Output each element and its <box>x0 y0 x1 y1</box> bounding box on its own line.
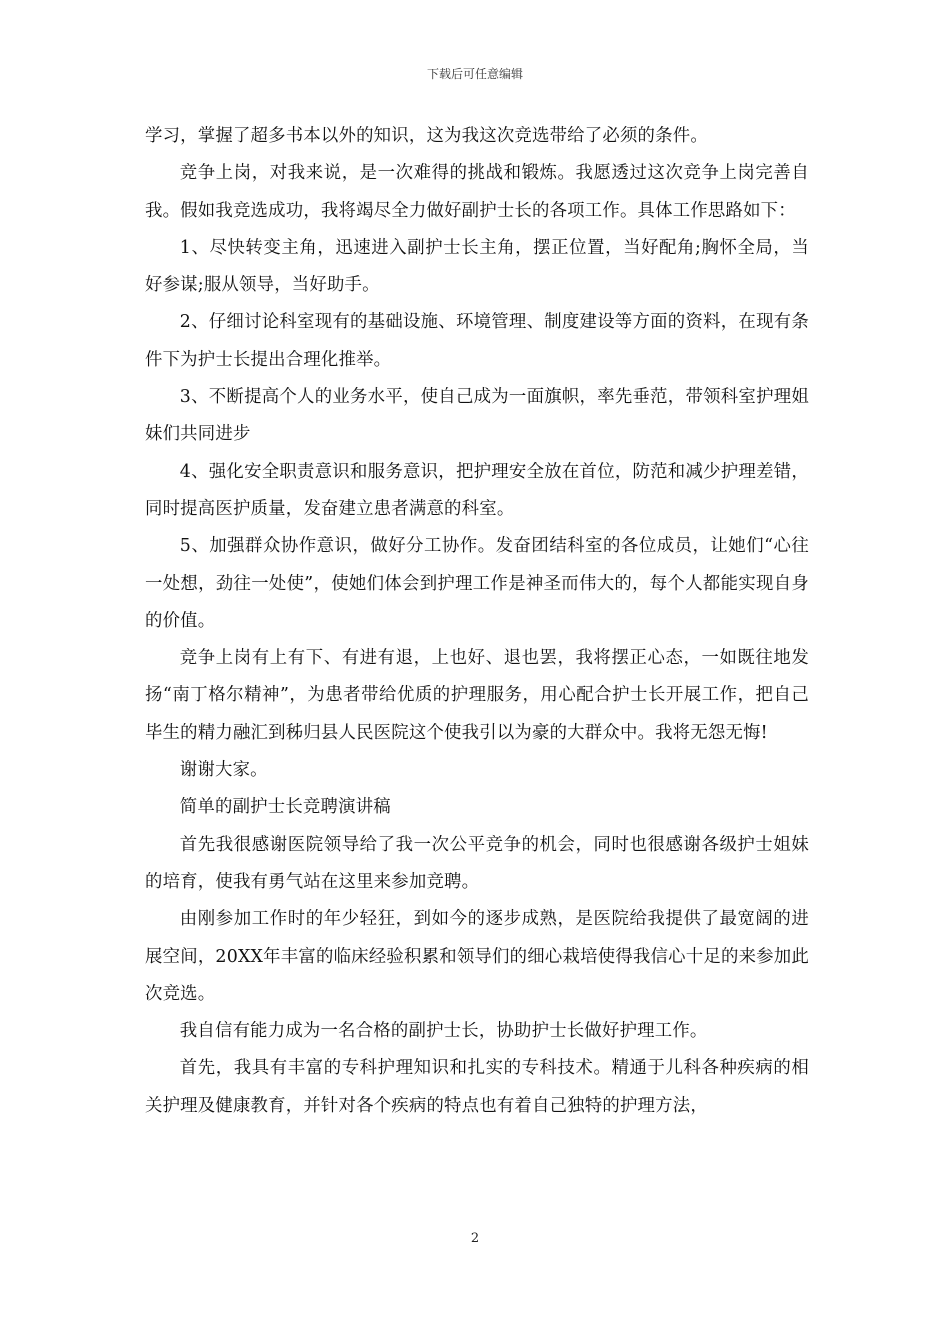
paragraph: 由刚参加工作时的年少轻狂，到如今的逐步成熟，是医院给我提供了最宽阔的进展空间，20XX年丰富的临床经验积累和领导们的细心栽培使得我信心十足的来参加此次竞选。 <box>145 909 809 1004</box>
section-title: 简单的副护士长竞聘演讲稿 <box>179 797 391 818</box>
paragraph: 首先，我具有丰富的专科护理知识和扎实的专科技术。精通于儿科各种疾病的相关护理及健康教育，并针对各个疾病的特点也有着自己独特的护理方法， <box>145 1058 809 1116</box>
paragraph: 2、仔细讨论科室现有的基础设施、环境管理、制度建设等方面的资料，在现有条件下为护士长提出合理化推举。 <box>145 312 809 370</box>
paragraph: 竞争上岗有上有下、有进有退，上也好、退也罢，我将摆正心态，一如既往地发扬“南丁格尔精神”，为患者带给优质的护理服务，用心配合护士长开展工作，把自己毕生的精力融汇到秭归县人民医院这个使我引以为豪的大群众中。我将无怨无悔! <box>145 648 809 743</box>
paragraph: 5、加强群众协作意识，做好分工协作。发奋团结科室的各位成员，让她们“心往一处想，劲往一处使”，使她们体会到护理工作是神圣而伟大的，每个人都能实现自身的价值。 <box>145 536 809 631</box>
document-body <box>145 118 809 1125</box>
paragraph: 4、强化安全职责意识和服务意识，把护理安全放在首位，防范和减少护理差错，同时提高医护质量，发奋建立患者满意的科室。 <box>145 461 809 519</box>
page-number: 2 <box>470 1231 480 1246</box>
paragraph: 学习，掌握了超多书本以外的知识，这为我这次竞选带给了必须的条件。 <box>145 126 708 146</box>
paragraph: 1、尽快转变主角，迅速进入副护士长主角，摆正位置，当好配角;胸怀全局，当好参谋;服从领导，当好助手。 <box>145 237 809 296</box>
paragraph: 首先我很感谢医院领导给了我一次公平竞争的机会，同时也很感谢各级护士姐妹的培育，使我有勇气站在这里来参加竞聘。 <box>145 834 809 892</box>
paragraph: 竞争上岗，对我来说，是一次难得的挑战和锻炼。我愿透过这次竞争上岗完善自我。假如我竞选成功，我将竭尽全力做好副护士长的各项工作。具体工作思路如下： <box>145 163 809 221</box>
paragraph: 我自信有能力成为一名合格的副护士长，协助护士长做好护理工作。 <box>179 1021 708 1042</box>
paragraph: 3、不断提高个人的业务水平，使自己成为一面旗帜，率先垂范，带领科室护理姐妹们共同进步 <box>145 387 809 445</box>
page-header: 下载后可任意编辑 <box>426 67 523 81</box>
paragraph: 谢谢大家。 <box>179 760 268 781</box>
